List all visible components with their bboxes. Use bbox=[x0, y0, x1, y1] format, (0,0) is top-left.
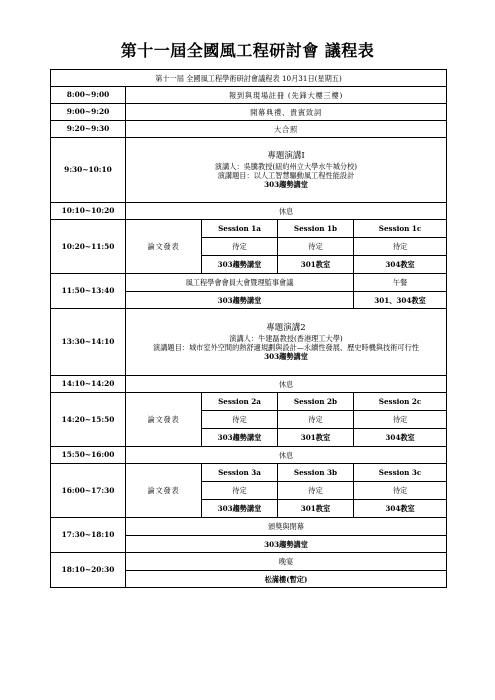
session-room: 304教室 bbox=[354, 429, 447, 447]
lunch-room: 301、304教室 bbox=[354, 292, 447, 309]
agenda-table bbox=[50, 69, 447, 588]
event-cell: 開幕典禮、貴賓致詞 bbox=[126, 104, 447, 121]
session-room: 301教室 bbox=[278, 256, 354, 274]
session-status: 待定 bbox=[202, 482, 278, 500]
keynote-title: 專題演講Ⅰ bbox=[267, 151, 305, 162]
session-status: 待定 bbox=[278, 238, 354, 256]
table-row bbox=[51, 553, 447, 571]
table-row bbox=[51, 274, 447, 292]
session-name: Session 2c bbox=[354, 393, 447, 411]
session-room: 304教室 bbox=[354, 256, 447, 274]
table-row bbox=[51, 376, 447, 393]
banquet-cell: 晚宴 bbox=[126, 553, 447, 571]
session-name: Session 3b bbox=[278, 464, 354, 482]
session-room: 303趨勢講堂 bbox=[202, 256, 278, 274]
time-cell: 13:30~14:10 bbox=[51, 309, 126, 376]
banquet-venue: 松滿樓(暫定) bbox=[126, 571, 447, 588]
keynote-room: 303趨勢講堂 bbox=[264, 179, 308, 189]
keynote-cell bbox=[126, 138, 447, 203]
table-row bbox=[51, 464, 447, 482]
meeting-cell: 風工程學會會員大會暨理監事會議 bbox=[126, 274, 354, 292]
table-row bbox=[51, 104, 447, 121]
keynote-room: 303趨勢講堂 bbox=[264, 351, 308, 361]
event-cell: 休息 bbox=[126, 376, 447, 393]
table-row bbox=[51, 87, 447, 104]
keynote-speaker: 演講人：牛建磊教授(香港理工大學) bbox=[229, 333, 343, 343]
event-cell: 大合照 bbox=[126, 121, 447, 138]
time-cell: 9:20~9:30 bbox=[51, 121, 126, 138]
event-cell: 休息 bbox=[126, 447, 447, 464]
keynote-topic: 演講題目：以人工智慧驅動風工程性能設計 bbox=[217, 170, 355, 180]
time-cell: 9:30~10:10 bbox=[51, 138, 126, 203]
session-name: Session 3c bbox=[354, 464, 447, 482]
agenda-header: 第十一屆 全國風工程學術研討會議程表 10月31日(星期五) bbox=[51, 70, 447, 87]
time-cell: 11:50~13:40 bbox=[51, 274, 126, 309]
session-status: 待定 bbox=[202, 411, 278, 429]
table-row bbox=[51, 220, 447, 238]
time-cell: 10:10~10:20 bbox=[51, 203, 126, 220]
session-status: 待定 bbox=[354, 238, 447, 256]
table-row bbox=[51, 518, 447, 536]
time-cell: 15:50~16:00 bbox=[51, 447, 126, 464]
session-room: 301教室 bbox=[278, 429, 354, 447]
session-room: 304教室 bbox=[354, 500, 447, 518]
lunch-cell: 午餐 bbox=[354, 274, 447, 292]
keynote-speaker: 演講人：吳騰教授(紐約州立大學水牛城分校) bbox=[214, 161, 358, 171]
session-name: Session 3a bbox=[202, 464, 278, 482]
table-row bbox=[51, 393, 447, 411]
session-name: Session 2b bbox=[278, 393, 354, 411]
table-row bbox=[51, 138, 447, 203]
event-cell: 休息 bbox=[126, 203, 447, 220]
table-row bbox=[51, 447, 447, 464]
session-label: 論文發表 bbox=[126, 464, 202, 518]
time-cell: 14:10~14:20 bbox=[51, 376, 126, 393]
time-cell: 9:00~9:20 bbox=[51, 104, 126, 121]
session-name: Session 2a bbox=[202, 393, 278, 411]
time-cell: 10:20~11:50 bbox=[51, 220, 126, 274]
event-cell: 報到與現場註冊 (先鋒大樓三樓) bbox=[126, 87, 447, 104]
time-cell: 17:30~18:10 bbox=[51, 518, 126, 553]
session-room: 303趨勢講堂 bbox=[202, 500, 278, 518]
page-title: 第十一屆全國風工程研討會 議程表 bbox=[120, 41, 375, 60]
keynote-cell bbox=[126, 309, 447, 376]
session-status: 待定 bbox=[202, 238, 278, 256]
session-name: Session 1a bbox=[202, 220, 278, 238]
time-cell: 8:00~9:00 bbox=[51, 87, 126, 104]
keynote-title: 專題演講2 bbox=[266, 323, 306, 334]
keynote-topic: 演講題目：城市室外空間的熱舒適規劃與設計—永續性發展、歷史時機與技術可行性 bbox=[153, 342, 419, 352]
session-label: 論文發表 bbox=[126, 393, 202, 447]
closing-room: 303趨勢講堂 bbox=[126, 536, 447, 553]
table-header-row bbox=[51, 70, 447, 87]
session-status: 待定 bbox=[278, 482, 354, 500]
session-status: 待定 bbox=[354, 411, 447, 429]
session-status: 待定 bbox=[354, 482, 447, 500]
meeting-room: 303趨勢講堂 bbox=[126, 292, 354, 309]
time-cell: 18:10~20:30 bbox=[51, 553, 126, 588]
time-cell: 16:00~17:30 bbox=[51, 464, 126, 518]
closing-cell: 頒獎與閉幕 bbox=[126, 518, 447, 536]
session-name: Session 1c bbox=[354, 220, 447, 238]
time-cell: 14:20~15:50 bbox=[51, 393, 126, 447]
table-row bbox=[51, 121, 447, 138]
table-row bbox=[51, 203, 447, 220]
session-status: 待定 bbox=[278, 411, 354, 429]
session-room: 303趨勢講堂 bbox=[202, 429, 278, 447]
session-name: Session 1b bbox=[278, 220, 354, 238]
session-room: 301教室 bbox=[278, 500, 354, 518]
session-label: 論文發表 bbox=[126, 220, 202, 274]
table-row bbox=[51, 309, 447, 376]
